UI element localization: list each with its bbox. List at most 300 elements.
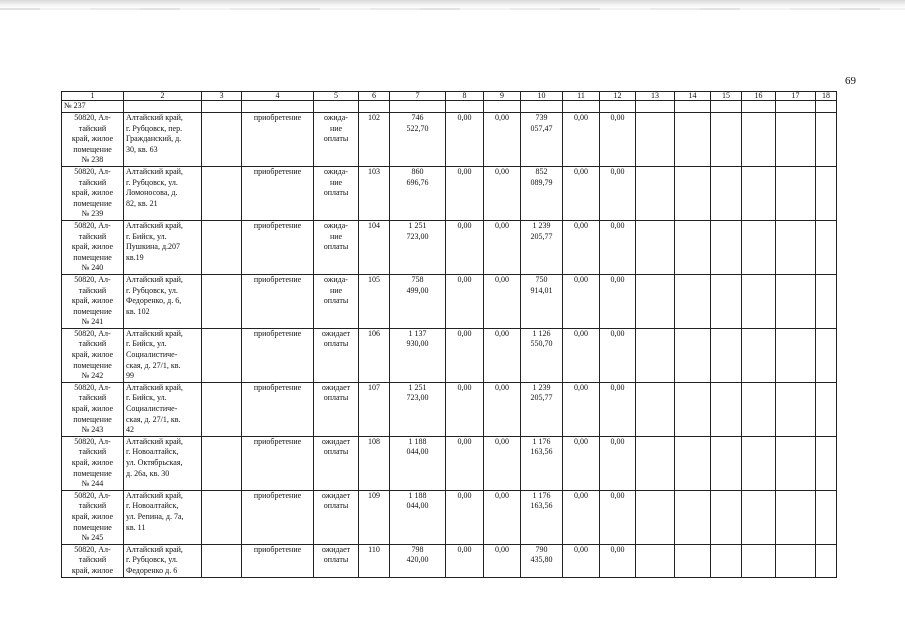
table-cell <box>636 382 675 436</box>
table-row <box>62 544 837 577</box>
value-cell <box>563 274 600 328</box>
value-cell <box>563 328 600 382</box>
object-name-cell <box>62 220 124 274</box>
row-number-cell <box>359 274 390 328</box>
table-cell <box>359 101 390 113</box>
action-type-cell <box>242 382 314 436</box>
row-number-cell <box>359 382 390 436</box>
object-name-cell <box>62 544 124 577</box>
cell-text: приобретение <box>253 490 302 500</box>
column-number: 2 <box>124 92 202 101</box>
cell-text: приобретение <box>253 274 302 284</box>
table-cell <box>816 220 837 274</box>
value-cell <box>484 328 521 382</box>
cell-text: ожида- ние оплаты <box>323 166 349 198</box>
cell-text: 0,00 <box>457 166 472 176</box>
value-cell <box>446 166 484 220</box>
address-cell <box>124 274 202 328</box>
status-cell <box>314 490 359 544</box>
column-number: 9 <box>484 92 521 101</box>
table-cell <box>742 328 776 382</box>
action-type-cell <box>242 220 314 274</box>
cell-text: 104 <box>368 220 380 230</box>
cell-text: 1 176 163,56 <box>530 490 553 511</box>
page-number: 69 <box>845 75 856 87</box>
cell-text: 1 251 723,00 <box>406 382 429 403</box>
action-type-cell <box>242 113 314 167</box>
table-cell <box>816 274 837 328</box>
column-number: 12 <box>600 92 636 101</box>
table-cell <box>636 490 675 544</box>
cell-text: 0,00 <box>457 328 472 338</box>
cell-text: 852 089,79 <box>530 166 553 187</box>
cell-text: ожидает оплаты <box>321 382 351 403</box>
cell-text: Алтайский край, г. Рубцовск, ул. Ломоносова, д. 82, кв. 21 <box>126 166 183 208</box>
cell-text: 790 435,80 <box>530 544 553 565</box>
address-cell <box>124 220 202 274</box>
cell-text: ожидает оплаты <box>321 490 351 511</box>
table-cell <box>242 101 314 113</box>
value-cell <box>484 382 521 436</box>
cell-text: Алтайский край, г. Новоалтайск, ул. Репина, д. 7а, кв. 11 <box>126 490 184 532</box>
amount-cell <box>521 382 563 436</box>
value-cell <box>600 274 636 328</box>
row-number-cell <box>359 113 390 167</box>
table-cell <box>600 101 636 113</box>
column-number: 1 <box>62 92 124 101</box>
table-cell <box>742 544 776 577</box>
cell-text: 50820, Ал- тайский край, жилое помещение № 238 <box>71 113 114 165</box>
table-cell <box>636 220 675 274</box>
cell-text: 0,00 <box>457 113 472 122</box>
cell-text: Алтайский край, г. Бийск, ул. Пушкина, д.207 кв.19 <box>126 220 183 262</box>
table-cell <box>742 382 776 436</box>
value-cell <box>446 328 484 382</box>
table-cell <box>816 490 837 544</box>
table-cell <box>636 113 675 167</box>
cell-text: 0,00 <box>457 220 472 230</box>
table-row <box>62 490 837 544</box>
table-cell <box>202 166 242 220</box>
value-cell <box>446 382 484 436</box>
cell-text: 750 914,01 <box>530 274 553 295</box>
table-cell <box>776 382 816 436</box>
cell-text: 0,00 <box>495 274 509 284</box>
cell-text: 107 <box>368 382 380 392</box>
table-cell <box>742 220 776 274</box>
cell-text: 1 137 930,00 <box>406 328 429 349</box>
cell-text: 105 <box>368 274 380 284</box>
cell-text: приобретение <box>253 328 302 338</box>
value-cell <box>563 113 600 167</box>
cell-text: 746 522,70 <box>406 113 429 133</box>
column-number: 4 <box>242 92 314 101</box>
table-cell <box>390 101 446 113</box>
table-cell <box>776 113 816 167</box>
status-cell <box>314 274 359 328</box>
value-cell <box>600 166 636 220</box>
value-cell <box>484 274 521 328</box>
scan-edge-shadow <box>0 0 905 8</box>
table-cell <box>816 544 837 577</box>
cell-text: 0,00 <box>610 274 625 284</box>
value-cell <box>446 490 484 544</box>
cell-text: 103 <box>368 166 380 176</box>
cell-text: 108 <box>368 436 380 446</box>
carry-over-row <box>62 101 837 113</box>
table-cell <box>124 101 202 113</box>
table-cell <box>675 113 711 167</box>
amount-cell <box>521 166 563 220</box>
value-cell <box>600 490 636 544</box>
column-number: 10 <box>521 92 563 101</box>
table-cell <box>636 436 675 490</box>
cell-text: приобретение <box>253 113 302 122</box>
column-number: 15 <box>711 92 742 101</box>
amount-cell <box>390 490 446 544</box>
cell-text: 0,00 <box>574 113 588 122</box>
amount-cell <box>390 220 446 274</box>
value-cell <box>446 220 484 274</box>
column-number: 8 <box>446 92 484 101</box>
cell-text: 1 188 044,00 <box>406 490 429 511</box>
value-cell <box>600 220 636 274</box>
amount-cell <box>521 490 563 544</box>
cell-text: 0,00 <box>610 382 625 392</box>
value-cell <box>563 436 600 490</box>
table-row <box>62 436 837 490</box>
cell-text: 106 <box>368 328 380 338</box>
value-cell <box>446 436 484 490</box>
amount-cell <box>390 328 446 382</box>
cell-text: Алтайский край, г. Бийск, ул. Социалистиче- ская, д. 27/1, кв. 99 <box>126 328 183 381</box>
value-cell <box>563 490 600 544</box>
table-cell <box>816 113 837 167</box>
value-cell <box>600 113 636 167</box>
cell-text: Алтайский край, г. Новоалтайск, ул. Октябрьская, д. 26а, кв. 30 <box>126 436 183 478</box>
cell-text: 50820, Ал- тайский край, жилое помещение № 242 <box>71 328 114 381</box>
address-cell <box>124 113 202 167</box>
status-cell <box>314 166 359 220</box>
value-cell <box>563 382 600 436</box>
column-number: 18 <box>816 92 837 101</box>
cell-text: 50820, Ал- тайский край, жилое помещение № 243 <box>71 382 114 435</box>
table-row <box>62 274 837 328</box>
column-number: 13 <box>636 92 675 101</box>
table-cell <box>202 490 242 544</box>
amount-cell <box>521 328 563 382</box>
scan-edge-noise <box>0 8 905 10</box>
value-cell <box>484 166 521 220</box>
table-cell <box>816 382 837 436</box>
value-cell <box>484 113 521 167</box>
column-number: 16 <box>742 92 776 101</box>
data-table <box>61 91 837 578</box>
cell-text: 1 176 163,56 <box>530 436 553 457</box>
action-type-cell <box>242 274 314 328</box>
cell-text: 0,00 <box>457 274 472 284</box>
table-cell <box>776 274 816 328</box>
cell-text: 0,00 <box>610 328 625 338</box>
table-cell <box>202 220 242 274</box>
cell-text: 860 696,76 <box>406 166 429 187</box>
amount-cell <box>390 382 446 436</box>
table-cell <box>675 166 711 220</box>
cell-text: 50820, Ал- тайский край, жилое помещение № 241 <box>71 274 114 327</box>
row-number-cell <box>359 436 390 490</box>
action-type-cell <box>242 436 314 490</box>
address-cell <box>124 382 202 436</box>
table-row <box>62 113 837 167</box>
table-cell <box>776 490 816 544</box>
table-cell <box>742 490 776 544</box>
table-cell <box>636 166 675 220</box>
cell-text: 1 188 044,00 <box>406 436 429 457</box>
cell-text: 1 239 205,77 <box>530 382 553 403</box>
table-cell <box>711 101 742 113</box>
table-cell <box>202 436 242 490</box>
cell-text: ожидает оплаты <box>321 544 351 565</box>
cell-text: приобретение <box>253 166 302 176</box>
cell-text: 0,00 <box>495 436 509 446</box>
cell-text: Алтайский край, г. Рубцовск, ул. Федоренко д. 6 <box>126 544 183 575</box>
cell-text: 0,00 <box>495 220 509 230</box>
value-cell <box>600 382 636 436</box>
cell-text: ожидает оплаты <box>321 436 351 457</box>
cell-text: 0,00 <box>574 274 588 284</box>
table-cell <box>742 113 776 167</box>
cell-text: Алтайский край, г. Рубцовск, ул. Федоренко, д. 6, кв. 102 <box>126 274 183 316</box>
table-cell <box>202 544 242 577</box>
table-cell <box>675 274 711 328</box>
cell-text: 0,00 <box>610 166 625 176</box>
table-cell <box>675 544 711 577</box>
address-cell <box>124 490 202 544</box>
table-cell <box>776 101 816 113</box>
cell-text: 758 499,00 <box>406 274 429 295</box>
row-number-cell <box>359 490 390 544</box>
cell-text: приобретение <box>253 382 302 392</box>
table-cell <box>636 274 675 328</box>
cell-text: 110 <box>368 544 380 554</box>
object-name-cell <box>62 274 124 328</box>
table-cell <box>816 436 837 490</box>
value-cell <box>446 544 484 577</box>
cell-text: ожидает оплаты <box>321 328 351 349</box>
table-cell <box>776 544 816 577</box>
amount-cell <box>390 544 446 577</box>
cell-text: Алтайский край, г. Бийск, ул. Социалистиче- ская, д. 27/1, кв. 42 <box>126 382 183 435</box>
carry-over-cell: № 237 <box>62 101 124 113</box>
cell-text: 50820, Ал- тайский край, жилое <box>71 544 114 575</box>
cell-text: ожида- ние оплаты <box>323 274 349 306</box>
table-cell <box>636 328 675 382</box>
amount-cell <box>521 544 563 577</box>
table-cell <box>202 328 242 382</box>
value-cell <box>600 544 636 577</box>
amount-cell <box>521 220 563 274</box>
cell-text: 1 251 723,00 <box>406 220 429 241</box>
row-number-cell <box>359 166 390 220</box>
table-row <box>62 382 837 436</box>
table-row <box>62 328 837 382</box>
cell-text: 0,00 <box>495 382 509 392</box>
action-type-cell <box>242 166 314 220</box>
column-number: 3 <box>202 92 242 101</box>
status-cell <box>314 544 359 577</box>
table-cell <box>742 436 776 490</box>
table-cell <box>484 101 521 113</box>
cell-text: 109 <box>368 490 380 500</box>
cell-text: 798 420,00 <box>406 544 429 565</box>
table-cell <box>776 328 816 382</box>
status-cell <box>314 382 359 436</box>
status-cell <box>314 436 359 490</box>
address-cell <box>124 328 202 382</box>
table-row <box>62 166 837 220</box>
table-cell <box>816 101 837 113</box>
value-cell <box>600 436 636 490</box>
cell-text: 0,00 <box>574 220 588 230</box>
amount-cell <box>521 436 563 490</box>
table-cell <box>675 328 711 382</box>
table-cell <box>742 274 776 328</box>
value-cell <box>446 274 484 328</box>
value-cell <box>600 328 636 382</box>
action-type-cell <box>242 544 314 577</box>
cell-text: 0,00 <box>610 544 625 554</box>
cell-text: 1 126 550,70 <box>530 328 553 349</box>
object-name-cell <box>62 328 124 382</box>
cell-text: 739 057,47 <box>530 113 553 133</box>
amount-cell <box>390 166 446 220</box>
table-cell <box>711 436 742 490</box>
object-name-cell <box>62 113 124 167</box>
row-number-cell <box>359 220 390 274</box>
value-cell <box>446 113 484 167</box>
status-cell <box>314 113 359 167</box>
value-cell <box>484 490 521 544</box>
value-cell <box>484 544 521 577</box>
value-cell <box>484 220 521 274</box>
column-number: 17 <box>776 92 816 101</box>
column-number: 11 <box>563 92 600 101</box>
column-number: 7 <box>390 92 446 101</box>
amount-cell <box>390 436 446 490</box>
table-cell <box>563 101 600 113</box>
cell-text: Алтайский край, г. Рубцовск, пер. Гражданский, д. 30, кв. 63 <box>126 113 183 154</box>
table-cell <box>711 544 742 577</box>
action-type-cell <box>242 328 314 382</box>
table-cell <box>202 382 242 436</box>
table-cell <box>636 101 675 113</box>
cell-text: 0,00 <box>457 544 472 554</box>
address-cell <box>124 436 202 490</box>
cell-text: 0,00 <box>574 436 588 446</box>
row-number-cell <box>359 328 390 382</box>
cell-text: 0,00 <box>495 328 509 338</box>
object-name-cell <box>62 382 124 436</box>
status-cell <box>314 220 359 274</box>
cell-text: 0,00 <box>610 490 625 500</box>
object-name-cell <box>62 490 124 544</box>
table-cell <box>711 220 742 274</box>
cell-text: 0,00 <box>574 490 588 500</box>
table-cell <box>675 490 711 544</box>
cell-text: 102 <box>368 113 380 122</box>
table-cell <box>202 274 242 328</box>
table-cell <box>202 113 242 167</box>
value-cell <box>563 220 600 274</box>
table-cell <box>742 166 776 220</box>
table-cell <box>742 101 776 113</box>
cell-text: 50820, Ал- тайский край, жилое помещение № 245 <box>71 490 114 543</box>
table-cell <box>711 274 742 328</box>
cell-text: 0,00 <box>457 490 472 500</box>
table-cell <box>711 328 742 382</box>
cell-text: 0,00 <box>495 544 509 554</box>
cell-text: 0,00 <box>457 382 472 392</box>
table-row <box>62 220 837 274</box>
row-number-cell <box>359 544 390 577</box>
table-cell <box>446 101 484 113</box>
cell-text: 0,00 <box>495 113 509 122</box>
table-cell <box>711 113 742 167</box>
table-cell <box>675 220 711 274</box>
cell-text: 0,00 <box>610 436 625 446</box>
amount-cell <box>390 274 446 328</box>
table-cell <box>776 436 816 490</box>
cell-text: 1 239 205,77 <box>530 220 553 241</box>
column-number: 5 <box>314 92 359 101</box>
table-cell <box>776 220 816 274</box>
cell-text: 0,00 <box>610 113 625 122</box>
value-cell <box>563 544 600 577</box>
cell-text: 0,00 <box>574 544 588 554</box>
table-cell <box>636 544 675 577</box>
cell-text: приобретение <box>253 544 302 554</box>
cell-text: 50820, Ал- тайский край, жилое помещение № 244 <box>71 436 114 489</box>
amount-cell <box>521 274 563 328</box>
table-cell <box>521 101 563 113</box>
address-cell <box>124 166 202 220</box>
address-cell <box>124 544 202 577</box>
object-name-cell <box>62 166 124 220</box>
status-cell <box>314 328 359 382</box>
cell-text: 50820, Ал- тайский край, жилое помещение № 239 <box>71 166 114 219</box>
cell-text: 50820, Ал- тайский край, жилое помещение № 240 <box>71 220 114 273</box>
object-name-cell <box>62 436 124 490</box>
table-cell <box>711 490 742 544</box>
cell-text: 0,00 <box>495 166 509 176</box>
cell-text: 0,00 <box>495 490 509 500</box>
column-number: 6 <box>359 92 390 101</box>
cell-text: 0,00 <box>610 220 625 230</box>
cell-text: приобретение <box>253 220 302 230</box>
table-cell <box>711 382 742 436</box>
table-cell <box>711 166 742 220</box>
table-cell <box>675 101 711 113</box>
value-cell <box>484 436 521 490</box>
table-cell <box>776 166 816 220</box>
table-cell <box>314 101 359 113</box>
amount-cell <box>521 113 563 167</box>
cell-text: 0,00 <box>574 382 588 392</box>
amount-cell <box>390 113 446 167</box>
cell-text: 0,00 <box>574 166 588 176</box>
cell-text: 0,00 <box>574 328 588 338</box>
table-cell <box>675 382 711 436</box>
